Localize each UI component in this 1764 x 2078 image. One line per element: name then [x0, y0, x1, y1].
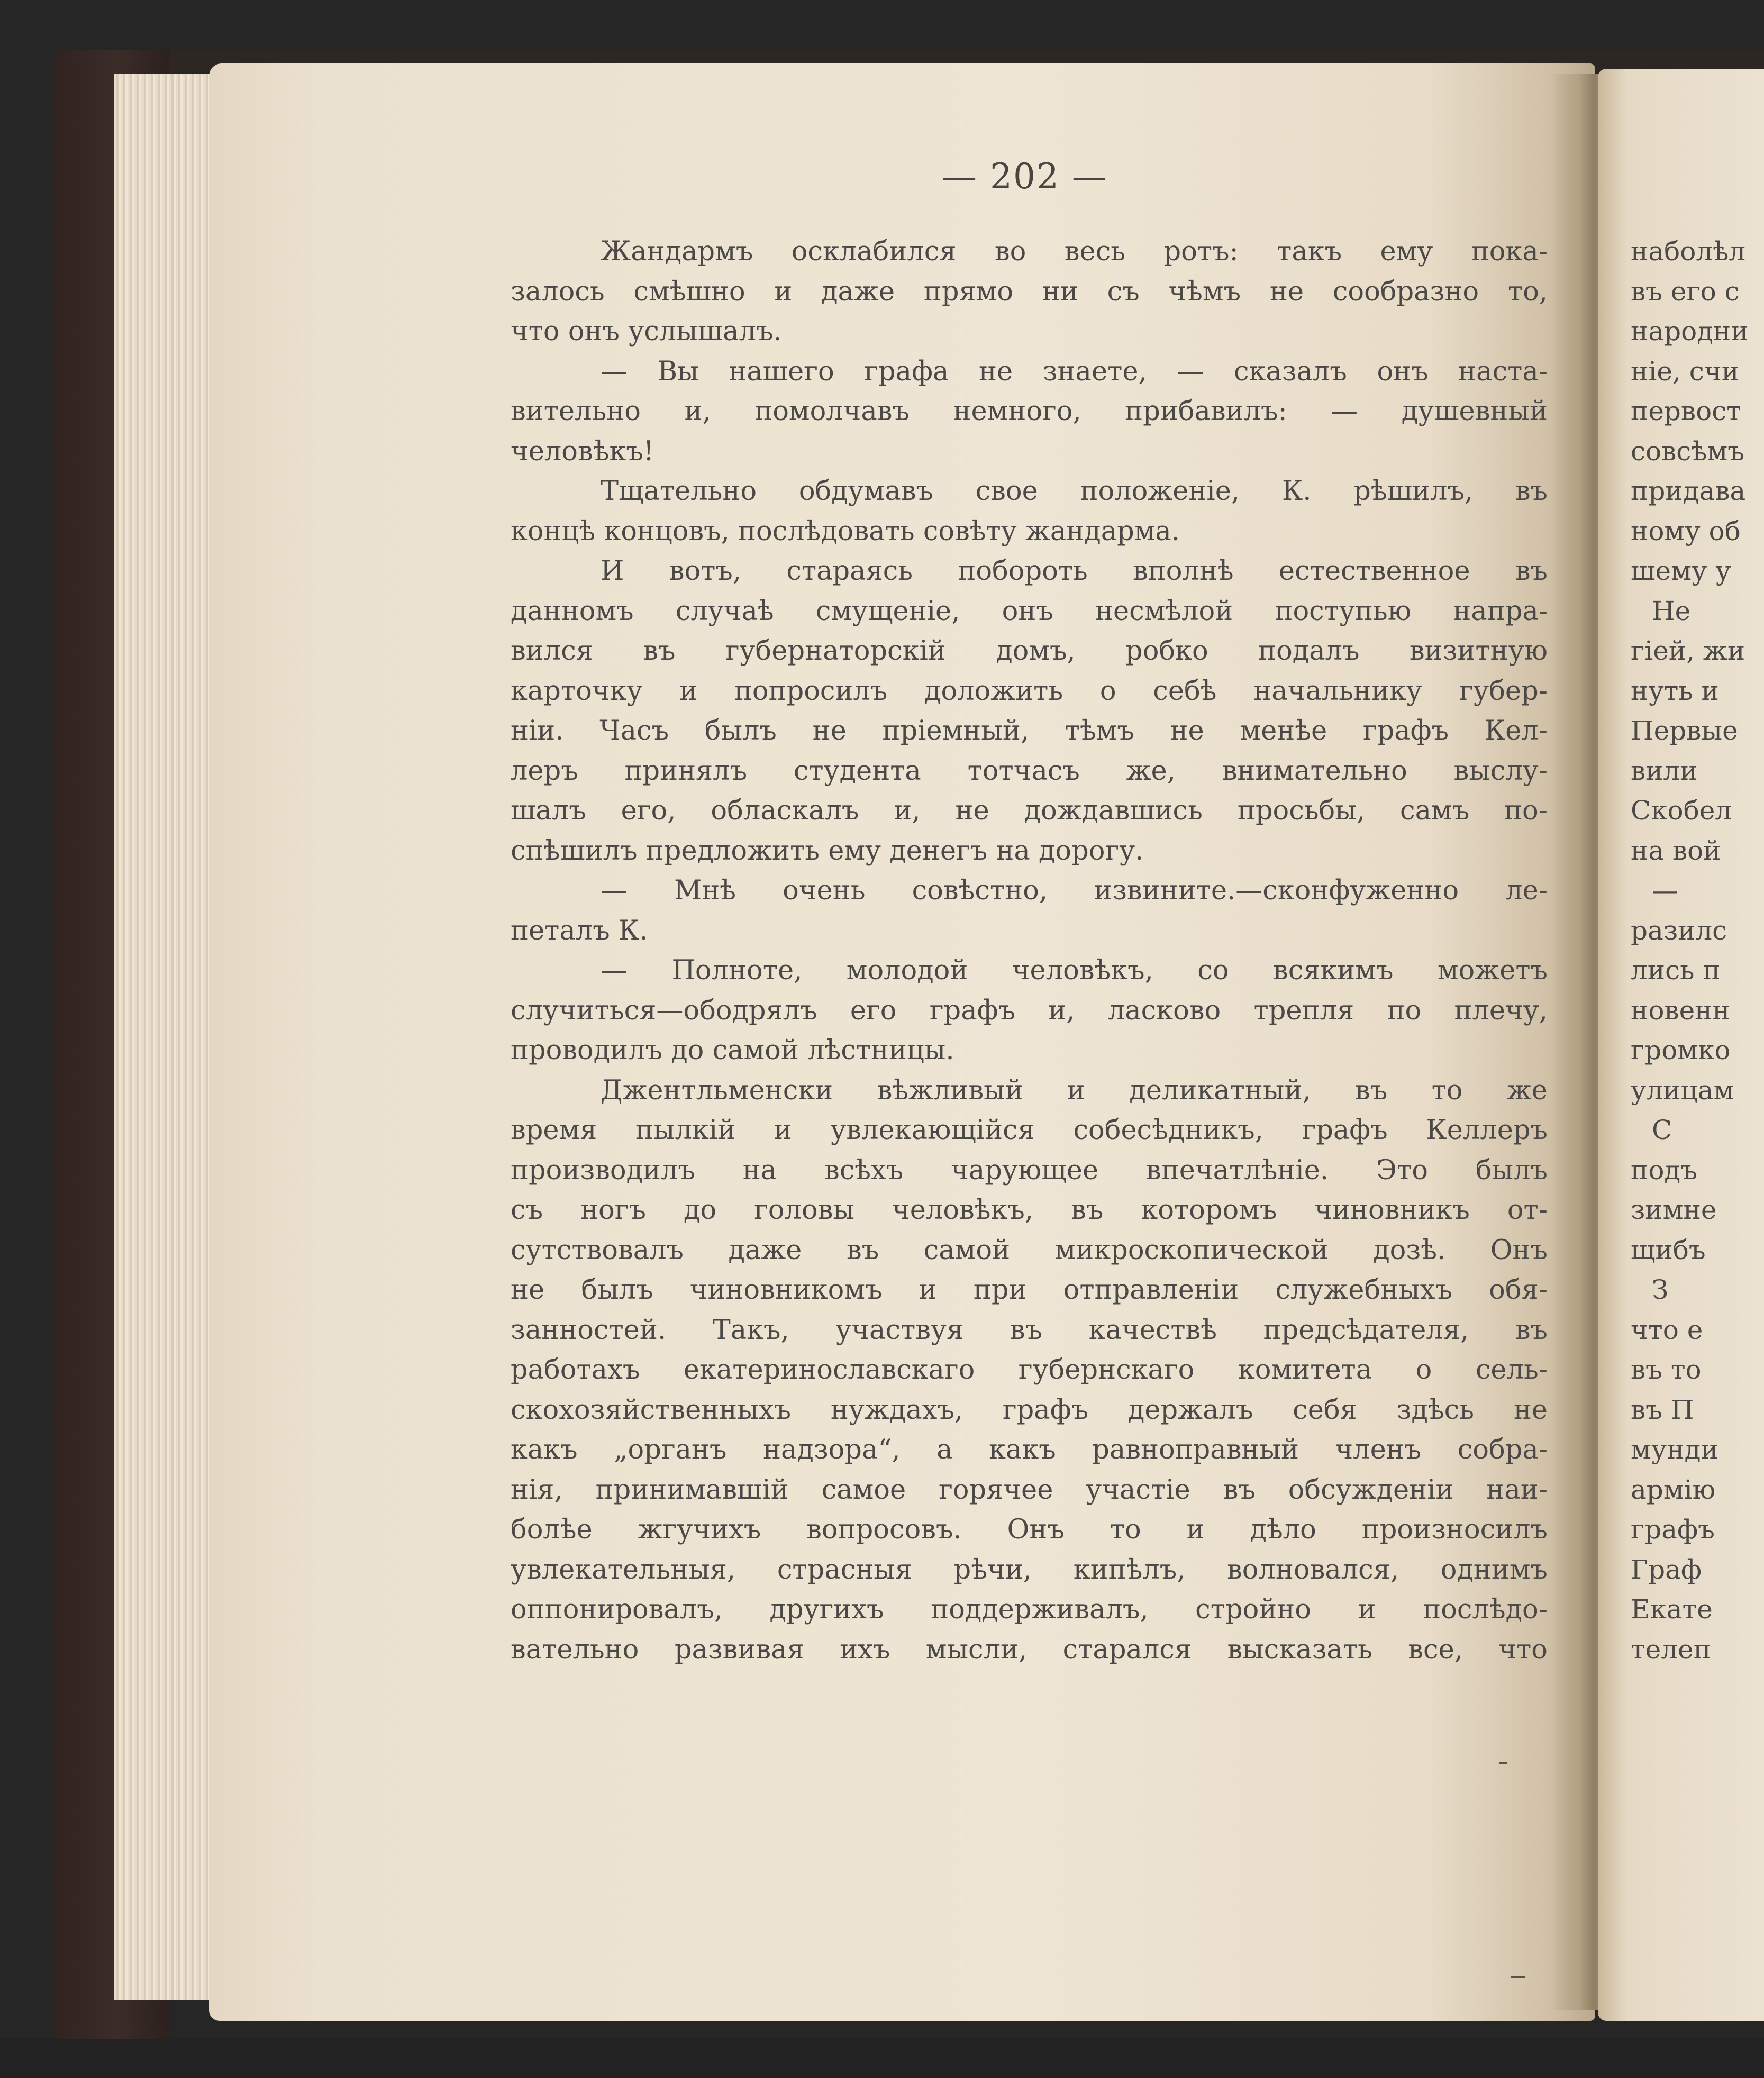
text-line: Граф: [1631, 1554, 1702, 1585]
page-mark: [1511, 1976, 1525, 1978]
text-line: работахъ екатеринославскаго губернскаго комитета о сель-: [511, 1354, 1548, 1386]
text-line: лись п: [1631, 955, 1721, 986]
text-line: скохозяйственныхъ нуждахъ, графъ держалъ себя здѣсь не: [511, 1394, 1548, 1426]
text-line: армію: [1631, 1474, 1716, 1505]
text-line: вательно развивая ихъ мысли, старался высказать все, что: [511, 1634, 1548, 1665]
text-line: оппонировалъ, другихъ поддерживалъ, стройно и послѣдо-: [511, 1594, 1548, 1625]
text-line: время пылкій и увлекающійся собесѣдникъ, графъ Келлеръ: [511, 1115, 1548, 1146]
text-line: не былъ чиновникомъ и при отправленіи служебныхъ обя-: [511, 1274, 1548, 1306]
text-line: народни: [1631, 316, 1749, 347]
page-edges: [114, 74, 214, 2000]
text-line: съ ногъ до головы человѣкъ, въ которомъ чиновникъ от-: [511, 1195, 1548, 1226]
text-line: что е: [1631, 1314, 1703, 1345]
text-line: мунди: [1631, 1434, 1718, 1465]
text-line: С: [1652, 1115, 1672, 1145]
text-line: ніи. Часъ былъ не пріемный, тѣмъ не менѣе графъ Кел-: [511, 715, 1548, 746]
page-number: — 202 —: [942, 156, 1108, 197]
text-line: въ П: [1631, 1394, 1694, 1425]
text-line: спѣшилъ предложить ему денегъ на дорогу.: [511, 835, 1144, 867]
text-line: графъ: [1631, 1514, 1715, 1545]
text-line: первост: [1631, 396, 1741, 426]
text-line: что онъ услышалъ.: [511, 316, 782, 347]
text-line: случиться—ободрялъ его графъ и, ласково трепля по плечу,: [511, 995, 1548, 1026]
text-line: — Полноте, молодой человѣкъ, со всякимъ можетъ: [601, 955, 1548, 986]
text-line: нія, принимавшій самое горячее участіе въ обсужденіи наи-: [511, 1474, 1548, 1506]
text-line: шалъ его, обласкалъ и, не дождавшись просьбы, самъ по-: [511, 795, 1548, 826]
text-line: увлекательныя, страсныя рѣчи, кипѣлъ, волновался, однимъ: [511, 1554, 1548, 1585]
text-line: болѣе жгучихъ вопросовъ. Онъ то и дѣло произносилъ: [511, 1514, 1548, 1545]
text-line: Жандармъ осклабился во весь ротъ: такъ ему пока-: [601, 236, 1548, 267]
text-line: вили: [1631, 755, 1698, 786]
text-line: Тщательно обдумавъ свое положеніе, К. рѣшилъ, въ: [601, 476, 1548, 507]
text-line: улицам: [1631, 1074, 1734, 1106]
text-line: концѣ концовъ, послѣдовать совѣту жандарма.: [511, 515, 1180, 547]
text-line: подъ: [1631, 1154, 1698, 1186]
text-line: производилъ на всѣхъ чарующее впечатлѣніе. Это былъ: [511, 1154, 1548, 1186]
text-line: Не: [1652, 595, 1691, 626]
text-line: ному об: [1631, 515, 1741, 546]
text-line: — Вы нашего графа не знаете, — сказалъ онъ наста-: [601, 356, 1548, 387]
text-line: Екате: [1631, 1594, 1713, 1625]
text-line: — Мнѣ очень совѣстно, извините.—сконфуженно ле-: [601, 875, 1548, 906]
text-line: залось смѣшно и даже прямо ни съ чѣмъ не сообразно то,: [511, 276, 1548, 307]
text-line: какъ „органъ надзора“, а какъ равноправный членъ собра-: [511, 1434, 1548, 1465]
text-line: новенн: [1631, 995, 1730, 1026]
text-line: разилс: [1631, 915, 1727, 946]
text-line: придава: [1631, 476, 1746, 506]
text-line: щибъ: [1631, 1234, 1706, 1265]
left-page-text: [511, 232, 1548, 1670]
text-line: карточку и попросилъ доложить о себѣ начальнику губер-: [511, 675, 1548, 707]
text-line: на вой: [1631, 835, 1721, 866]
text-line: громко: [1631, 1035, 1731, 1065]
text-line: Первые: [1631, 715, 1738, 746]
bottom-border: [0, 2039, 1764, 2078]
text-line: И вотъ, стараясь побороть вполнѣ естественное въ: [601, 555, 1548, 587]
right-page-text: [1631, 232, 1764, 1670]
text-line: петалъ К.: [511, 915, 648, 946]
text-line: въ то: [1631, 1354, 1702, 1385]
text-line: сутствовалъ даже въ самой микроскопической дозѣ. Онъ: [511, 1234, 1548, 1266]
text-line: наболѣл: [1631, 236, 1746, 267]
text-line: занностей. Такъ, участвуя въ качествѣ предсѣдателя, въ: [511, 1314, 1548, 1346]
text-line: зимне: [1631, 1195, 1717, 1225]
text-line: леръ принялъ студента тотчасъ же, внимательно выслу-: [511, 755, 1548, 787]
text-line: телеп: [1631, 1634, 1711, 1665]
text-line: шему у: [1631, 555, 1731, 586]
page-mark: [1499, 1762, 1507, 1764]
text-line: совсѣмъ: [1631, 435, 1745, 467]
text-line: вительно и, помолчавъ немного, прибавилъ: — душевный: [511, 396, 1548, 427]
text-line: вился въ губернаторскій домъ, робко подалъ визитную: [511, 635, 1548, 667]
text-line: Джентльменски вѣжливый и деликатный, въ то же: [601, 1074, 1548, 1106]
text-line: З: [1652, 1274, 1669, 1305]
text-line: гіей, жи: [1631, 635, 1745, 666]
text-line: данномъ случаѣ смущеніе, онъ несмѣлой поступью напра-: [511, 595, 1548, 627]
text-line: проводилъ до самой лѣстницы.: [511, 1035, 954, 1066]
text-line: въ его с: [1631, 276, 1740, 307]
text-line: ніе, счи: [1631, 356, 1740, 387]
text-line: нуть и: [1631, 675, 1719, 706]
text-line: человѣкъ!: [511, 435, 654, 467]
text-line: Скобел: [1631, 795, 1732, 826]
text-line: —: [1652, 875, 1678, 906]
